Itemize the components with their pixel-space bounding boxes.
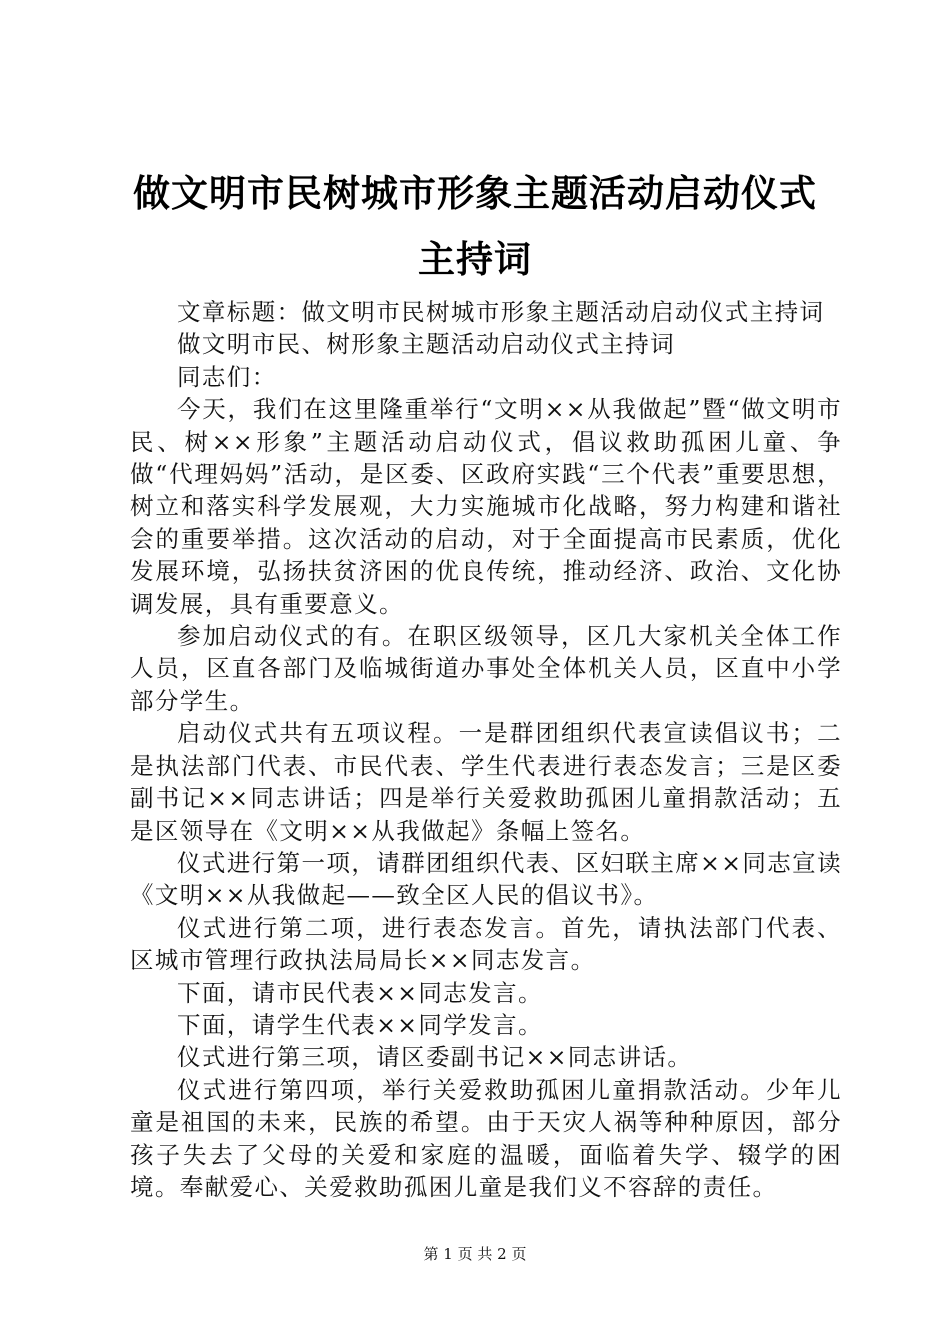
- paragraph: 下面，请学生代表××同学发言。: [177, 1010, 543, 1039]
- paragraph: 今天，我们在这里隆重举行“文明××从我做起”暨“做文明市民、树××形象”主题活动启动仪式，倡议救助孤困儿童、争做“代理妈妈”活动，是区委、区政府实践“三个代表”重要思想，树立和落实科学发展观，大力实施城市化战略，努力构建和谐社会的重要举措。这次活动的启动，对于全面提高市民素质，优化发展环境，弘扬扶贫济困的优良传统，推动经济、政治、文化协调发展，具有重要意义。: [130, 395, 842, 618]
- page-footer: 第 1 页 共 2 页: [423, 1245, 527, 1263]
- paragraph: 仪式进行第一项，请群团组织代表、区妇联主席××同志宣读《文明××从我做起——致全区人民的倡议书》。: [130, 848, 842, 910]
- document-title: 做文明市民树城市形象主题活动启动仪式主持词: [133, 171, 817, 281]
- paragraph: 下面，请市民代表××同志发言。: [177, 978, 543, 1007]
- paragraph: 仪式进行第二项，进行表态发言。首先，请执法部门代表、区城市管理行政执法局局长××同志发言。: [130, 913, 842, 975]
- paragraph: 参加启动仪式的有。在职区级领导，区几大家机关全体工作人员，区直各部门及临城街道办事处全体机关人员，区直中小学部分学生。: [130, 622, 842, 715]
- paragraph: 仪式进行第三项，请区委副书记××同志讲话。: [177, 1043, 693, 1072]
- paragraph-subtitle: 做文明市民、树形象主题活动启动仪式主持词: [177, 330, 675, 359]
- paragraph: 仪式进行第四项，举行关爱救助孤困儿童捐款活动。少年儿童是祖国的未来，民族的希望。由于天灾人祸等种种原因，部分孩子失去了父母的关爱和家庭的温暖，面临着失学、辍学的困境。奉献爱心、关爱救助孤困儿童是我们义不容辞的责任。: [130, 1075, 842, 1201]
- paragraph-greeting: 同志们：: [177, 362, 277, 391]
- paragraph: 启动仪式共有五项议程。一是群团组织代表宣读倡议书；二是执法部门代表、市民代表、学生代表进行表态发言；三是区委副书记××同志讲话；四是举行关爱救助孤困儿童捐款活动；五是区领导在《文明××从我做起》条幅上签名。: [130, 719, 842, 845]
- document-body: [130, 296, 842, 1203]
- paragraph-article-title: 文章标题：做文明市民树城市形象主题活动启动仪式主持词: [177, 298, 825, 326]
